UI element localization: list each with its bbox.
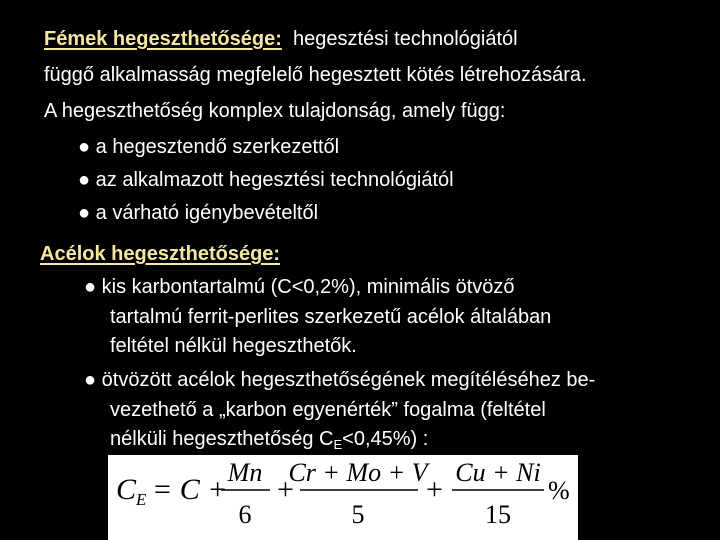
formula-svg [108,455,578,540]
section1-line3: A hegeszthetőség komplex tulajdonság, amely függ: [44,100,506,122]
section1-line1-text: hegesztési technológiától [281,28,518,50]
ce-subscript: E [333,437,343,452]
formula-term2-num: Cr + Mo + V [288,458,428,487]
section1-bullet-2: ● az alkalmazott hegesztési technológiától [78,169,454,191]
section2-bullet2-line3-prefix: nélküli hegeszthetőség C [110,428,334,450]
section2-heading: Acélok hegeszthetősége: [40,243,281,265]
section1-line2: függő alkalmasság megfelelő hegesztett kötés létrehozására. [44,64,587,86]
section2-heading-line [40,242,280,266]
formula-term3-den: 15 [485,500,511,529]
section1-heading: Fémek hegeszthetősége: [44,28,282,50]
formula-plus-2: + [426,473,443,506]
formula-term2-den: 5 [351,500,365,529]
section2-bullet1-line2: tartalmú ferrit-perlites szerkezetű acélok általában [110,306,552,328]
formula-term3-num: Cu + Ni [455,458,541,487]
section1-bullet-1: ● a hegesztendő szerkezettől [78,136,340,158]
section2-bullet2-line3-suffix: <0,45%) : [342,428,429,450]
formula-lhs-sub: E [136,490,147,509]
section2-bullet1-line3: feltétel nélkül hegeszthetők. [110,335,357,357]
section2-bullet2-line2: vezethető a „karbon egyenérték” fogalma (feltétel [110,399,546,421]
formula-term1-den: 6 [238,500,252,529]
section2-bullet2-line3 [110,427,428,457]
section2-bullet1-line1: ● kis karbontartalmú (C<0,2%), minimális ötvöző [84,276,515,298]
formula-term1-num: Mn [227,458,263,487]
section1-bullet-3: ● a várható igénybevételtől [78,202,319,224]
section2-bullet2-line1: ● ötvözött acélok hegeszthetőségének megítéléséhez be- [84,369,596,391]
formula-lhs: C [116,473,137,506]
formula-unit: % [548,476,570,505]
carbon-equivalent-formula [108,455,578,540]
formula-eq: = C + [152,473,228,506]
section1-first-line [44,27,518,51]
formula-plus-1: + [277,473,294,506]
